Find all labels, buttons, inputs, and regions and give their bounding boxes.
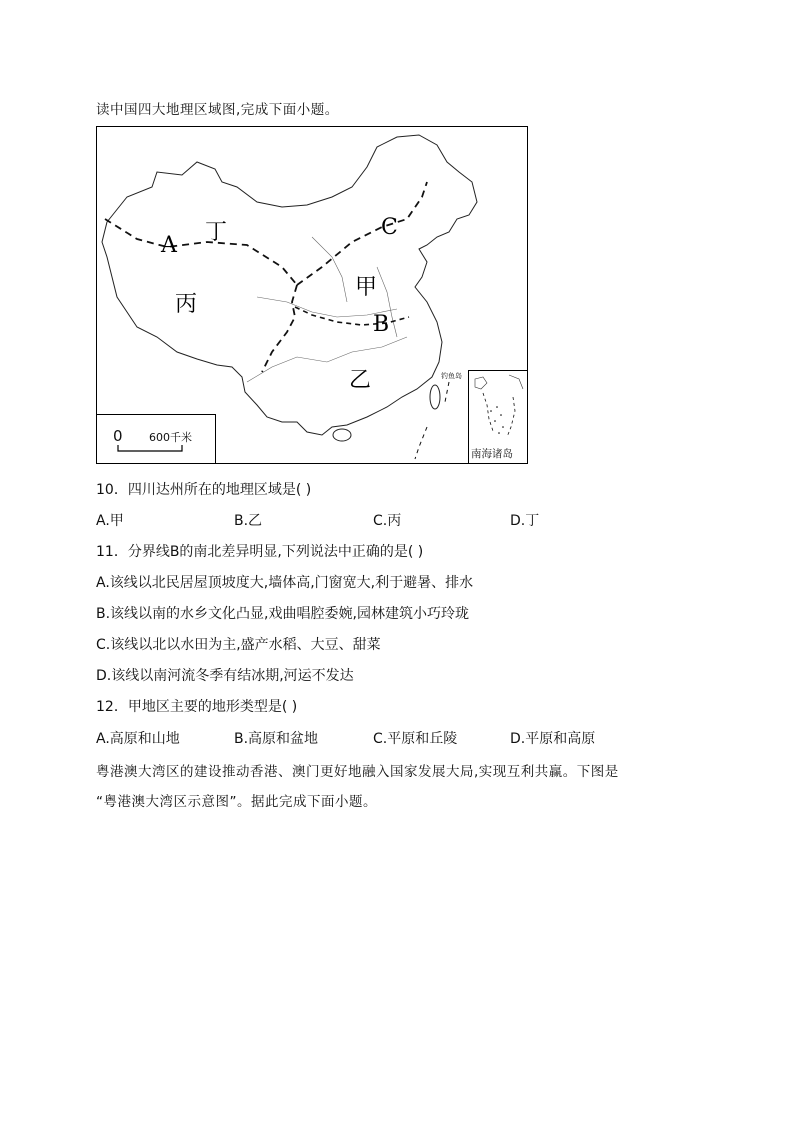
intro-2-line-1: 粤港澳大湾区的建设推动香港、澳门更好地融入国家发展大局,实现互利共赢。下图是 [96, 764, 619, 780]
taiwan-island [430, 385, 440, 409]
scale-distance: 600千米 [149, 431, 192, 444]
question-12-option-a: A.高原和山地 [96, 731, 180, 747]
map-label-ding: 丁 [205, 220, 228, 245]
question-10-option-b: B.乙 [234, 513, 263, 529]
hainan-island [333, 429, 351, 441]
question-10-option-c: C.丙 [373, 513, 402, 529]
scale-zero: 0 [113, 427, 123, 445]
question-12-option-b: B.高原和盆地 [234, 731, 319, 747]
question-12-stem: 12．甲地区主要的地形类型是( ) [96, 699, 298, 715]
scale-line [97, 415, 215, 463]
south-china-sea-inset [468, 370, 527, 463]
map-label-c: C [381, 215, 398, 240]
question-11-option-b: B.该线以南的水乡文化凸显,戏曲唱腔委婉,园林建筑小巧玲珑 [96, 606, 469, 622]
china-outline-map [97, 127, 527, 463]
map-label-jia: 甲 [355, 275, 378, 300]
map-label-a: A [161, 233, 177, 258]
question-11-stem: 11．分界线B的南北差异明显,下列说法中正确的是( ) [96, 544, 424, 560]
question-11-option-a: A.该线以北民居屋顶坡度大,墙体高,门窗宽大,利于避暑、排水 [96, 575, 474, 591]
china-regions-map [96, 126, 528, 464]
map-label-bing: 丙 [175, 292, 198, 317]
inset-label: 南海诸岛 [471, 448, 513, 460]
boundary-north-northwest [105, 219, 297, 285]
question-12-option-d: D.平原和高原 [510, 731, 596, 747]
question-10-option-d: D.丁 [510, 513, 540, 529]
question-10-stem: 10．四川达州所在的地理区域是( ) [96, 482, 312, 498]
map-label-b: B [373, 312, 390, 337]
map-label-yi: 乙 [349, 368, 372, 393]
question-12-option-c: C.平原和丘陵 [373, 731, 458, 747]
question-11-option-c: C.该线以北以水田为主,盛产水稻、大豆、甜菜 [96, 637, 381, 653]
china-border [102, 135, 477, 435]
question-10-option-a: A.甲 [96, 513, 124, 529]
intro-text: 读中国四大地理区域图,完成下面小题。 [96, 102, 339, 118]
scale-bar-box [97, 414, 216, 463]
intro-2-line-2: “粤港澳大湾区示意图”。据此完成下面小题。 [96, 794, 377, 810]
map-small-label: 钓鱼岛 [441, 372, 462, 380]
question-11-option-d: D.该线以南河流冬季有结冰期,河运不发达 [96, 668, 354, 684]
